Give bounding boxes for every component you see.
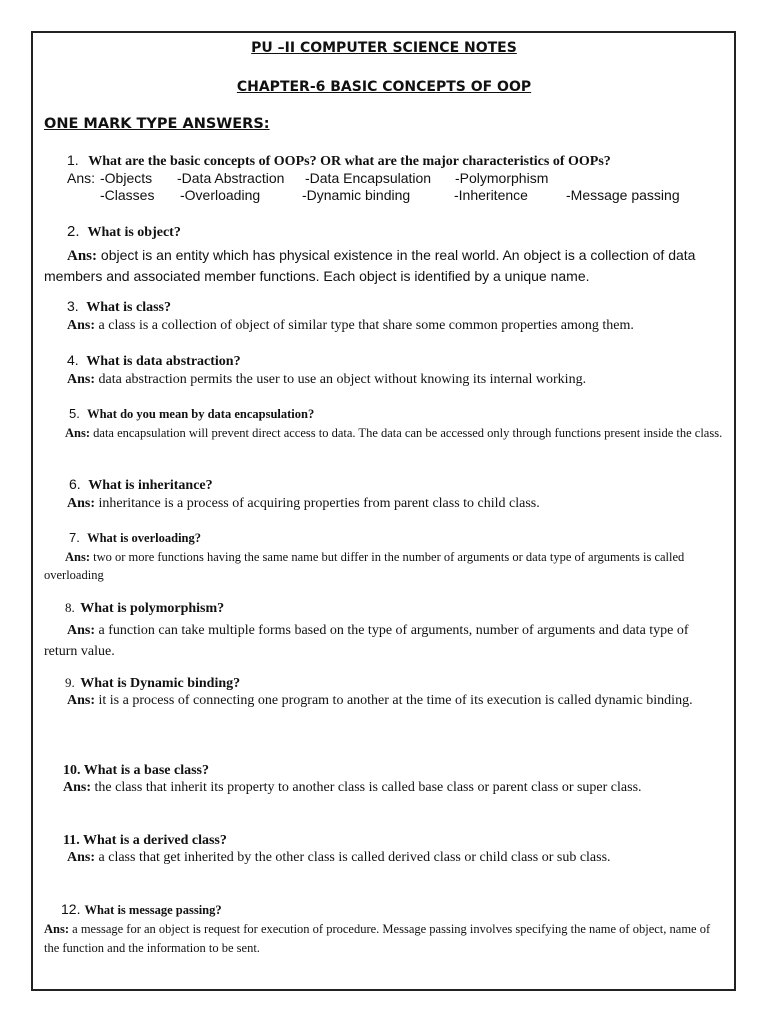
answer-label: Ans: (67, 318, 96, 333)
answer-10 (63, 780, 642, 796)
question-number: 6. (69, 476, 81, 492)
answer-text: a message for an object is request for execution of procedure. Message passing involves specifying the name of object, name of the function and the information to be sent. (44, 922, 711, 955)
question-number: 11. (63, 833, 80, 848)
answer-text: it is a process of connecting one program to another at the time of its execution is called dynamic binding. (98, 693, 693, 708)
question-text: What is a base class? (83, 763, 209, 778)
question-text: What is data abstraction? (86, 354, 241, 369)
answer-text: object is an entity which has physical existence in the real world. An object is a collection of data members and associated member functions. Each object is identified by a unique name. (44, 247, 696, 284)
question-number: 5. (69, 406, 80, 421)
question-10 (63, 763, 209, 779)
answer-text: inheritance is a process of acquiring properties from parent class to child class. (98, 496, 540, 511)
answer-label: Ans: (65, 550, 91, 564)
question-number: 3. (67, 298, 79, 314)
concept-item: -Objects (100, 170, 153, 186)
answer-4 (67, 372, 586, 388)
concept-item: -Inheritence (454, 187, 528, 203)
answer-text: a class that get inherited by the other class is called derived class or child class or sub class. (98, 850, 611, 865)
answer-label: Ans: (67, 372, 96, 387)
question-number: 10. (63, 763, 81, 778)
question-4 (67, 352, 241, 370)
question-6 (69, 476, 213, 494)
question-1 (67, 152, 611, 170)
concept-item: -Polymorphism (455, 170, 549, 186)
answer-prefix: Ans: (67, 170, 96, 186)
question-text: What is a derived class? (82, 833, 227, 848)
question-number: 2. (67, 223, 80, 240)
question-number: 4. (67, 352, 79, 368)
question-text: What is Dynamic binding? (80, 676, 241, 691)
answer-9 (44, 692, 724, 710)
answer-text: two or more functions having the same name but differ in the number of arguments or data type of arguments is called overloading (44, 550, 685, 582)
question-11 (63, 833, 227, 849)
answer-11 (67, 850, 611, 866)
question-9 (65, 675, 240, 692)
question-number: 12. (61, 901, 81, 917)
question-number: 7. (69, 530, 80, 545)
answer-text: the class that inherit its property to another class is called base class or parent class or super class. (94, 780, 642, 795)
question-text: What are the basic concepts of OOPs? OR what are the major characteristics of OOPs? (88, 154, 611, 169)
question-text: What is polymorphism? (80, 601, 225, 616)
question-number: 9. (65, 675, 75, 690)
question-text: What is object? (87, 225, 181, 240)
question-8 (65, 600, 224, 617)
answer-12 (44, 920, 724, 958)
answer-7 (44, 548, 724, 584)
answer-text: data abstraction permits the user to use an object without knowing its internal working. (98, 372, 587, 387)
answer-label: Ans: (65, 426, 91, 440)
answer-label: Ans: (67, 623, 96, 638)
question-3 (67, 298, 171, 316)
answer-label: Ans: (67, 850, 96, 865)
answer-text: a class is a collection of object of similar type that share some common properties among them. (98, 318, 634, 333)
concept-item: -Data Abstraction (177, 170, 285, 186)
answer-label: Ans: (44, 922, 70, 936)
answer-5 (44, 424, 724, 442)
answer-text: a function can take multiple forms based on the type of arguments, number of arguments and data type of return value. (44, 623, 689, 659)
question-text: What is overloading? (87, 531, 201, 545)
concept-item: -Classes (100, 187, 155, 203)
question-5 (69, 406, 314, 422)
question-text: What do you mean by data encapsulation? (87, 407, 315, 421)
answer-6 (67, 496, 540, 512)
answer-text: data encapsulation will prevent direct access to data. The data can be accessed only through functions present inside the class. (93, 426, 723, 440)
answer-label: Ans: (67, 248, 98, 264)
question-text: What is inheritance? (88, 478, 213, 493)
answer-label: Ans: (63, 780, 92, 795)
answer-2 (44, 245, 724, 286)
chapter-title: CHAPTER-6 BASIC CONCEPTS OF OOP (236, 79, 532, 95)
concept-item: -Overloading (180, 187, 261, 203)
question-text: What is message passing? (84, 903, 222, 917)
page-title: PU –II COMPUTER SCIENCE NOTES (251, 40, 517, 56)
concepts-row-2 (67, 187, 707, 205)
question-12 (61, 901, 222, 919)
question-number: 8. (65, 600, 75, 615)
concept-item: -Dynamic binding (302, 187, 411, 203)
question-number: 1. (67, 152, 79, 168)
section-heading: ONE MARK TYPE ANSWERS: (44, 116, 270, 132)
question-7 (69, 530, 201, 546)
answer-label: Ans: (67, 693, 96, 708)
answer-label: Ans: (67, 496, 96, 511)
answer-8 (44, 620, 724, 662)
answer-3 (67, 318, 634, 334)
concept-item: -Message passing (566, 187, 680, 203)
question-text: What is class? (86, 300, 171, 315)
concept-item: -Data Encapsulation (305, 170, 432, 186)
question-2 (67, 223, 181, 241)
concepts-row-1 (67, 170, 549, 186)
